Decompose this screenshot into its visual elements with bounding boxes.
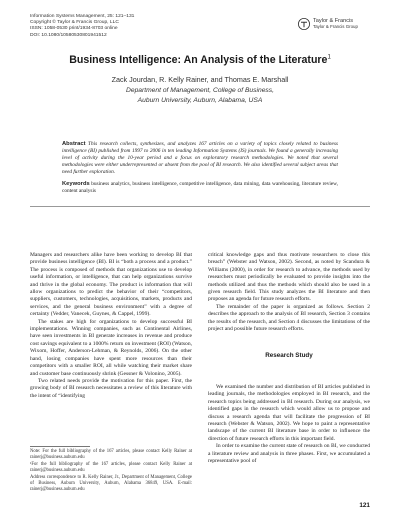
abstract	[62, 141, 338, 176]
publisher-name: Taylor & Francis	[313, 18, 354, 24]
keywords-text: business analytics, business intelligence, competitive intelligence, data mining, data warehousing, literature review, content analysis	[62, 181, 338, 194]
body-paragraph: critical knowledge gaps and thus motivate researchers to close this breach” (Webster and Watson, 2002). Second, as noted by Scandura & Williams (2000), in order for research to advance, the methods used by researchers must periodically be evaluated to provide insights into the methods utilized and thus the methods which should also be used in a given research field. This study analyzes the BI literature and then proposes an agenda for future research efforts.	[208, 252, 370, 303]
author-affiliation	[20, 86, 380, 106]
publisher-logo	[298, 14, 368, 34]
body-paragraph: In order to examine the current state of research on BI, we conducted a literature review and analysis in three phases. First, we accumulated a representative pool of	[208, 443, 370, 465]
affiliation-line: Auburn University, Auburn, Alabama, USA	[137, 97, 263, 104]
keywords	[62, 181, 338, 195]
footnote-divider	[30, 446, 90, 447]
abstract-label: Abstract	[62, 141, 86, 147]
body-paragraph: The remainder of the paper is organized as follows. Section 2 describes the approach to the analysis of BI research, Section 3 contains the results of the research, and Section 4 discusses the limitations of the project and possible future research efforts.	[208, 303, 370, 333]
affiliation-line: Department of Management, College of Business,	[126, 87, 274, 94]
section-heading: Research Study	[265, 352, 313, 359]
body-paragraph: Managers and researchers alike have been working to develop BI that provide business intelligence (BI). BI is “both a process and a product.” The process is composed of methods that organizations use to develop useful information, or intelligence, that can help organizations survive and thrive in the global economy. The product is information that will allow organizations to predict the behavior of their “competitors, suppliers, customers, technologies, acquisitions, markets, products and services, and the general business environment” with a degree of certainty (Vedder, Vanecek, Guynes, & Cappel, 1999).	[30, 252, 192, 318]
header-divider	[30, 206, 370, 207]
abstract-text: This research collects, synthesizes, and analyzes 167 articles on a variety of topics closely related to business intelligence (BI) published from 1997 to 2006 in ten leading Information Systems (IS) journals. We found a generally increasing level of activity during the 10-year period and a focus on exploratory research methodologies. We noted that several methodologies were either underrepresented or absent from the pool of BI research. We also identified several subject areas that need further exploration.	[62, 141, 338, 175]
body-paragraph: Two related needs provide the motivation for this paper. First, the growing body of BI research necessitates a review of this literature with the intent of “identifying	[30, 377, 192, 399]
article-title-text: Business Intelligence: An Analysis of the Literature	[69, 54, 328, 66]
journal-info-line: Information Systems Management, 25: 121–131	[30, 14, 135, 19]
publisher-logo-icon	[298, 18, 310, 30]
body-paragraph: We examined the number and distribution of BI articles published in leading journals, the methodologies employed in BI research, and the research topics being addressed in BI research. During our analysis, we identified gaps in the research which would allow us to propose and discuss a research agenda that will facilitate the progression of BI research (Webster & Watson, 2002). We hope to paint a representative landscape of the current BI literature base in order to influence the direction of future research efforts in this important field.	[208, 384, 370, 442]
journal-info-line: Copyright © Taylor & Francis Group, LLC	[30, 20, 119, 26]
footnote: ¹For the full bibliography of the 167 articles, please contact Kelly Rainer at rainerj@business.auburn.edu	[30, 462, 192, 474]
left-column	[30, 252, 192, 400]
right-column-bottom	[208, 384, 370, 465]
journal-info-line: DOI: 10.1080/10580530801941512	[30, 32, 107, 38]
keywords-label: Keywords	[62, 181, 90, 187]
right-column-top	[208, 252, 370, 333]
journal-info	[30, 14, 240, 39]
publisher-group: Taylor & Francis Group	[313, 24, 358, 29]
page-number: 121	[359, 502, 370, 509]
title-footnote-marker: 1	[327, 54, 331, 61]
publisher-logo-text	[313, 18, 358, 30]
footnote: Address correspondence to R. Kelly Rainer, Jr., Department of Management, College of Business, Auburn University, Auburn, Alabama 36849, USA. E-mail: rainerj@business.auburn.edu	[30, 475, 192, 493]
footnote: Note: For the full bibliography of the 167 articles, please contact Kelly Rainer at rainerj@business.auburn.edu	[30, 449, 192, 460]
footnotes	[30, 449, 192, 495]
body-paragraph: The stakes are high for organizations to develop successful BI implementations. Winning companies, such as Continental Airlines, have seen investments in BI generate increases in revenue and produce cost savings equivalent to a 1000% return on investment (ROI) (Watson, Wixom, Hoffer, Anderson-Lehman, & Reynolds, 2006). On the other hand, losing companies have spent more resources than their competitors with a smaller ROI, all while watching their market share and customer base continuously shrink (Gessner & Volonino, 2005).	[30, 318, 192, 377]
article-authors: Zack Jourdan, R. Kelly Rainer, and Thomas E. Marshall	[111, 75, 289, 84]
journal-info-line: ISSN: 1058-0530 print/1934-8703 online	[30, 26, 118, 32]
article-title	[20, 54, 380, 66]
